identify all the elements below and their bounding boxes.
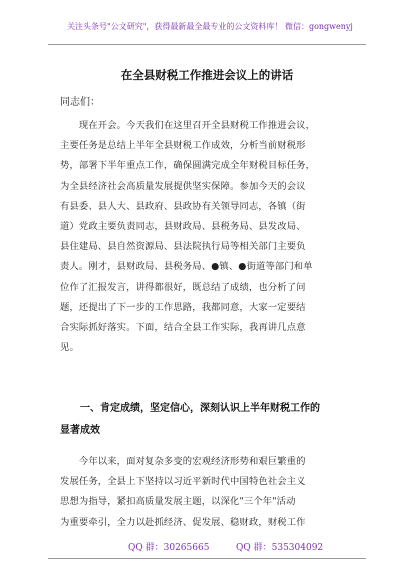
heading-line: 显著成效 [60,425,100,436]
paragraph-line: 合实际抓好落实。下面，结合全县工作实际，我再讲几点意 [60,321,306,333]
footer-qq-group-1: QQ 群：30265665 [128,543,210,553]
paragraph-line: 题，还提出了下一步的工作思路，我都同意，大家一定要结 [60,301,306,313]
paragraph-line: 主要任务是总结上半年全县财税工作成效，分析当前财税形 [60,140,306,152]
paragraph-line: 今年以来，面对复杂多变的宏观经济形势和艰巨繁重的 [60,456,306,467]
paragraph-line: 道）党政主要负责同志，县财政局、县税务局、县发改局、 [60,220,306,232]
footer-divider [48,558,366,559]
paragraph-line: 见。 [60,342,79,354]
paragraph-line: 思想为指导，紧扣高质量发展主题，以深化"三个年"活动 [60,496,296,508]
paragraph-line: 位作了汇报发言，讲得都很好，既总结了成绩，也分析了问 [60,281,306,293]
paragraph-1 [60,116,360,358]
heading-line: 一、肯定成绩，坚定信心，深刻认识上半年财税工作的 [60,403,320,414]
header-divider [48,44,366,45]
section-heading-1 [60,398,360,442]
footer [60,541,360,555]
paragraph-2 [60,452,360,533]
document-title: 在全县财税工作推进会议上的讲话 [120,68,294,82]
footer-qq-group-2: QQ 群：535304092 [236,543,324,553]
paragraph-line: 有县委、县人大、县政府、县政协有关领导同志，各镇（街 [60,200,306,212]
paragraph-line: 为重要牵引，全力以赴抓经济、促发展、稳财政，财税工作 [60,516,306,528]
paragraph-line: 责人。刚才，县财政局、县税务局、●镇、●街道等部门和单 [60,261,313,273]
paragraph-line: 势，部署下半年重点工作，确保圆满完成全年财税目标任务， [60,160,316,172]
paragraph-line: 县住建局、县自然资源局、县法院执行局等相关部门主要负 [60,241,306,253]
paragraph-line: 为全县经济社会高质量发展提供坚实保障。参加今天的会议 [60,180,306,192]
paragraph-line: 现在开会。今天我们在这里召开全县财税工作推进会议， [60,120,316,131]
salutation: 同志们： [60,97,100,108]
header-banner: 关注头条号"公文研究"，获得最新最全最专业的公文资料库！ 微信：gongwenyj [67,22,353,31]
paragraph-line: 发展任务，全县上下坚持以习近平新时代中国特色社会主义 [60,476,306,488]
